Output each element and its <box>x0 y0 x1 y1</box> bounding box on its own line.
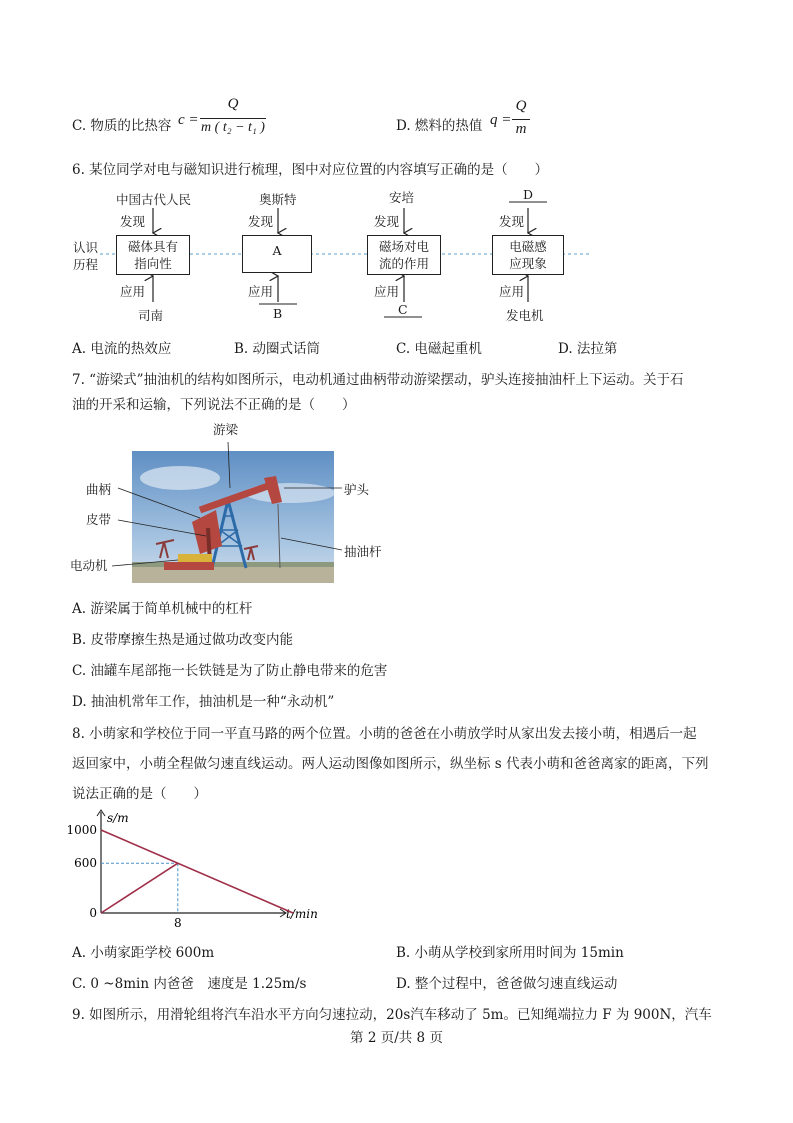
q6-col4-bottom: 发电机 <box>506 308 544 323</box>
q8-option-c: C. 0 ~8min 内爸爸 速度是 1.25m/s <box>72 976 307 992</box>
q8-distance-time-graph <box>64 808 324 928</box>
q5-option-c-numerator: Q <box>227 96 239 112</box>
q7-figure <box>60 418 400 588</box>
q6-col3-discover: 发现 <box>374 214 400 229</box>
q7-stem-line2: 油的开采和运输，下列说法不正确的是（ ） <box>72 397 356 413</box>
q6-col3-top: 安培 <box>389 190 415 205</box>
q6-col1-box <box>116 235 190 275</box>
q6-stem: 6. 某位同学对电与磁知识进行梳理，图中对应位置的内容填写正确的是（ ） <box>72 162 549 178</box>
series-line-2 <box>101 863 178 913</box>
q7-label-horsehead: 驴头 <box>344 482 370 497</box>
q6-col3-box-line1: 磁场对电 <box>378 239 429 254</box>
q6-row-label-2: 历程 <box>73 257 99 272</box>
q8-stem-line2: 返回家中，小萌全程做匀速直线运动。两人运动图像如图所示，纵坐标 s 代表小萌和爸爸离家的距离，下列 <box>72 756 709 772</box>
q6-option-a: A. 电流的热效应 <box>72 341 172 357</box>
q7-option-d: D. 抽油机常年工作，抽油机是一种“永动机” <box>72 694 335 710</box>
q6-option-b: B. 动圈式话筒 <box>234 341 321 357</box>
x-axis-label: t/min <box>286 907 318 921</box>
q6-col1-box-line1: 磁体具有 <box>127 239 178 254</box>
q6-col4-apply: 应用 <box>499 284 525 299</box>
q6-diagram <box>0 0 793 330</box>
q7-label-beam: 游梁 <box>213 422 239 437</box>
q6-col1-top: 中国古代人民 <box>116 192 192 207</box>
q7-label-motor: 电动机 <box>70 558 108 573</box>
q5-option-c-var: c = <box>178 112 199 128</box>
q6-diagram-lines <box>0 0 793 330</box>
q6-col2-top: 奥斯特 <box>259 192 297 207</box>
q5-option-c-text: C. 物质的比热容 <box>72 118 172 134</box>
q5-option-d-text: D. 燃料的热值 <box>396 118 483 134</box>
q6-col3-apply: 应用 <box>374 284 400 299</box>
q7-option-a: A. 游梁属于简单机械中的杠杆 <box>72 601 253 617</box>
y-tick-label: 0 <box>89 906 97 920</box>
q7-label-rod: 抽油杆 <box>344 544 382 559</box>
y-tick-label: 600 <box>74 856 97 871</box>
q9-stem: 9. 如图所示，用滑轮组将汽车沿水平方向匀速拉动，20s汽车移动了 5m。已知绳端拉力 F 为 900N，汽车 <box>72 1007 712 1023</box>
x-tick-label: 8 <box>173 916 182 928</box>
q6-col2-box <box>242 235 312 273</box>
series-line-1 <box>101 830 293 913</box>
q6-col4-box-line2: 应现象 <box>509 256 547 271</box>
q7-label-crank: 曲柄 <box>86 482 112 497</box>
y-axis-label: s/m <box>107 811 129 825</box>
q5-option-d-var: q = <box>490 112 512 128</box>
q5-option-d-denominator: m <box>515 121 527 137</box>
pump-jack-photo <box>60 418 400 588</box>
q8-stem-line3: 说法正确的是（ ） <box>72 786 207 802</box>
q8-option-b: B. 小萌从学校到家所用时间为 15min <box>396 945 624 961</box>
q6-col2-bottom: B <box>273 306 283 321</box>
q8-option-a: A. 小萌家距学校 600m <box>72 945 215 961</box>
q6-col1-bottom: 司南 <box>138 308 164 323</box>
q6-col2-discover: 发现 <box>248 214 274 229</box>
q6-col2-box-label: A <box>272 243 282 258</box>
q6-col3-box-line2: 流的作用 <box>378 256 429 271</box>
q6-col4-box <box>492 235 564 275</box>
q7-label-belt: 皮带 <box>86 512 112 527</box>
q8-option-d: D. 整个过程中，爸爸做匀速直线运动 <box>396 976 618 992</box>
q6-col1-box-line2: 指向性 <box>134 256 172 271</box>
q6-col2-apply: 应用 <box>248 284 274 299</box>
q6-col1-apply: 应用 <box>120 284 146 299</box>
q6-option-c: C. 电磁起重机 <box>396 341 482 357</box>
q6-col3-bottom: C <box>398 302 408 317</box>
y-tick-label: 1000 <box>66 823 97 837</box>
q7-option-b: B. 皮带摩擦生热是通过做功改变内能 <box>72 632 294 648</box>
q6-col1-discover: 发现 <box>120 214 146 229</box>
page-footer: 第 2 页/共 8 页 <box>350 1030 443 1046</box>
q6-col3-box <box>367 235 441 275</box>
q8-stem-line1: 8. 小萌家和学校位于同一平直马路的两个位置。小萌的爸爸在小萌放学时从家出发去接小萌，相遇后一起 <box>72 726 697 742</box>
q6-option-d: D. 法拉第 <box>558 341 618 357</box>
q7-stem-line1: 7. “游梁式”抽油机的结构如图所示，电动机通过曲柄带动游梁摆动，驴头连接抽油杆上下运动。关于石 <box>72 372 684 388</box>
q5-option-d-numerator: Q <box>515 98 527 114</box>
q5-option-c-denominator: m ( t₂ − t₁ ) <box>201 120 265 135</box>
q6-col4-discover: 发现 <box>499 214 525 229</box>
q6-col4-box-line1: 电磁感 <box>509 239 547 254</box>
q7-option-c: C. 油罐车尾部拖一长铁链是为了防止静电带来的危害 <box>72 663 388 679</box>
q6-col4-top: D <box>523 187 534 202</box>
q6-row-label-1: 认识 <box>73 240 99 255</box>
